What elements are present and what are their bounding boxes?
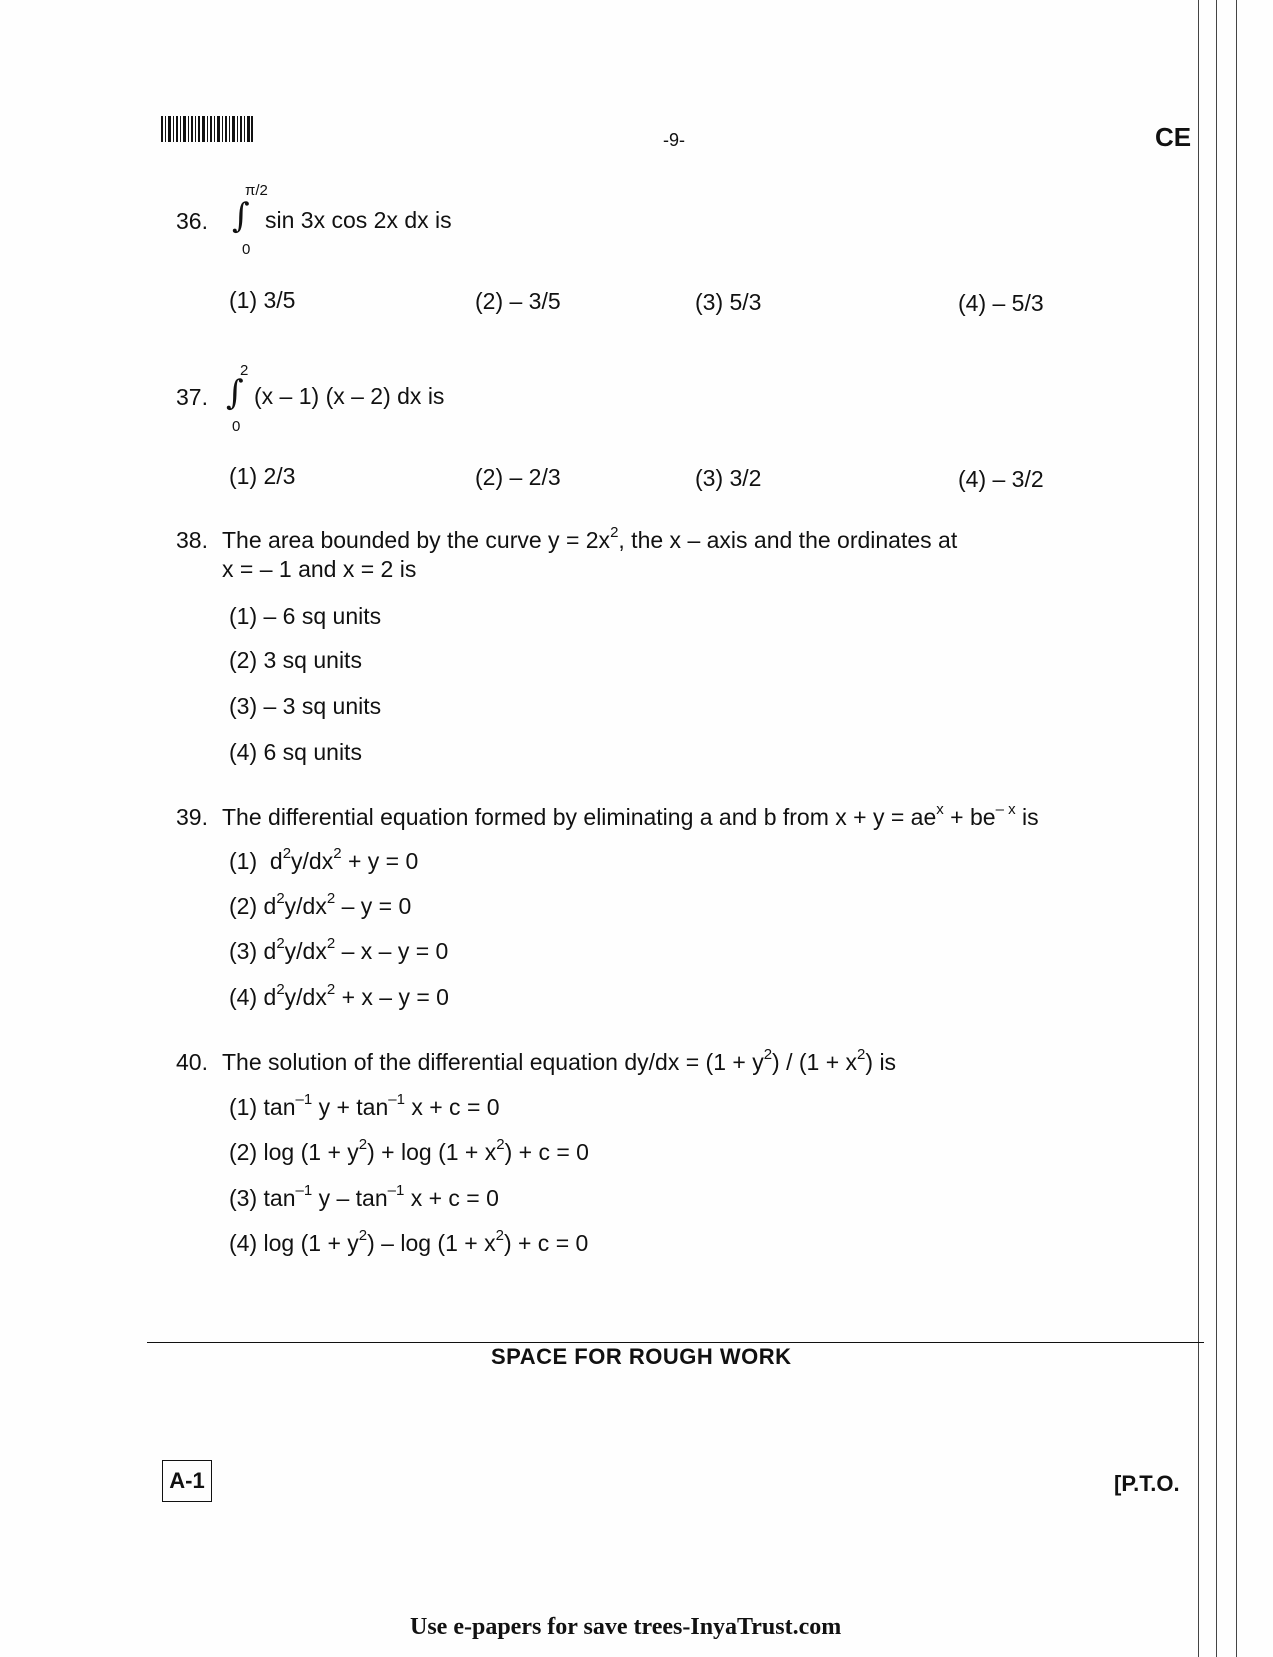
booklet-code-box: A-1 (162, 1460, 212, 1502)
integral-upper-limit: π/2 (245, 182, 268, 199)
option: (3) – 3 sq units (229, 693, 382, 719)
integral-upper-limit: 2 (240, 362, 249, 379)
option: (4) 6 sq units (229, 739, 362, 765)
integral-lower-limit: 0 (232, 418, 241, 435)
paper-code: CE (1155, 122, 1192, 152)
option: (1) 2/3 (229, 463, 296, 489)
option: (4) – 3/2 (958, 466, 1044, 492)
question-text: The area bounded by the curve $y = 2x^2$, the x – axis and the ordinates at (222, 524, 958, 553)
question-number: 38. (176, 527, 208, 553)
binding-line (1198, 0, 1199, 1657)
option: (1) $\tan^{-1} y + \tan^{-1} x + c = 0$ (229, 1091, 500, 1120)
binding-line (1216, 0, 1217, 1657)
question-number: 37. (176, 384, 208, 410)
integral-lower-limit: 0 (242, 241, 251, 258)
footer-text: Use e-papers for save trees-InyaTrust.com (410, 1614, 842, 1640)
question-text: x = – 1 and x = 2 is (222, 556, 417, 582)
binding-line (1236, 0, 1237, 1657)
question-text: sin 3x cos 2x dx is (265, 207, 452, 233)
option: (1) 3/5 (229, 287, 296, 313)
option: (4) $d^2y/dx^2 + x - y = 0$ (229, 981, 449, 1010)
question-text: The solution of the differential equation $dy/dx = (1 + y^2) / (1 + x^2)$ is (222, 1046, 897, 1075)
divider (147, 1342, 1204, 1343)
page-number: -9- (663, 130, 685, 150)
option: (2) $\log (1 + y^2) + \log (1 + x^2) + c = 0$ (229, 1136, 589, 1165)
option: (3) 5/3 (695, 289, 762, 315)
question-text: The differential equation formed by eliminating a and b from $x + y = ae^x + be^{- x}$ is (222, 801, 1039, 830)
option: (3) $d^2y/dx^2 - x - y = 0$ (229, 935, 449, 964)
option: (4) $\log (1 + y^2) - \log (1 + x^2) + c = 0$ (229, 1227, 589, 1256)
integral-icon: ∫ (226, 373, 244, 413)
option: (2) $d^2y/dx^2 - y = 0$ (229, 890, 412, 919)
option: (3) 3/2 (695, 465, 762, 491)
question-text: (x – 1) (x – 2) dx is (254, 383, 445, 409)
rough-work-heading: SPACE FOR ROUGH WORK (491, 1344, 792, 1369)
option: (4) – 5/3 (958, 290, 1044, 316)
option: (3) $\tan^{-1} y - \tan^{-1} x + c = 0$ (229, 1182, 499, 1211)
barcode-icon (161, 116, 253, 142)
option: (1) $d^2y/dx^2 + y = 0$ (229, 845, 419, 874)
option: (1) – 6 sq units (229, 603, 382, 629)
integral-icon: ∫ (232, 196, 250, 236)
option: (2) – 2/3 (475, 464, 561, 490)
option: (2) – 3/5 (475, 288, 561, 314)
question-number: 40. (176, 1049, 208, 1075)
page-turn-over: [P.T.O. (1114, 1471, 1180, 1496)
question-number: 36. (176, 208, 208, 234)
option: (2) 3 sq units (229, 647, 362, 673)
question-number: 39. (176, 804, 208, 830)
